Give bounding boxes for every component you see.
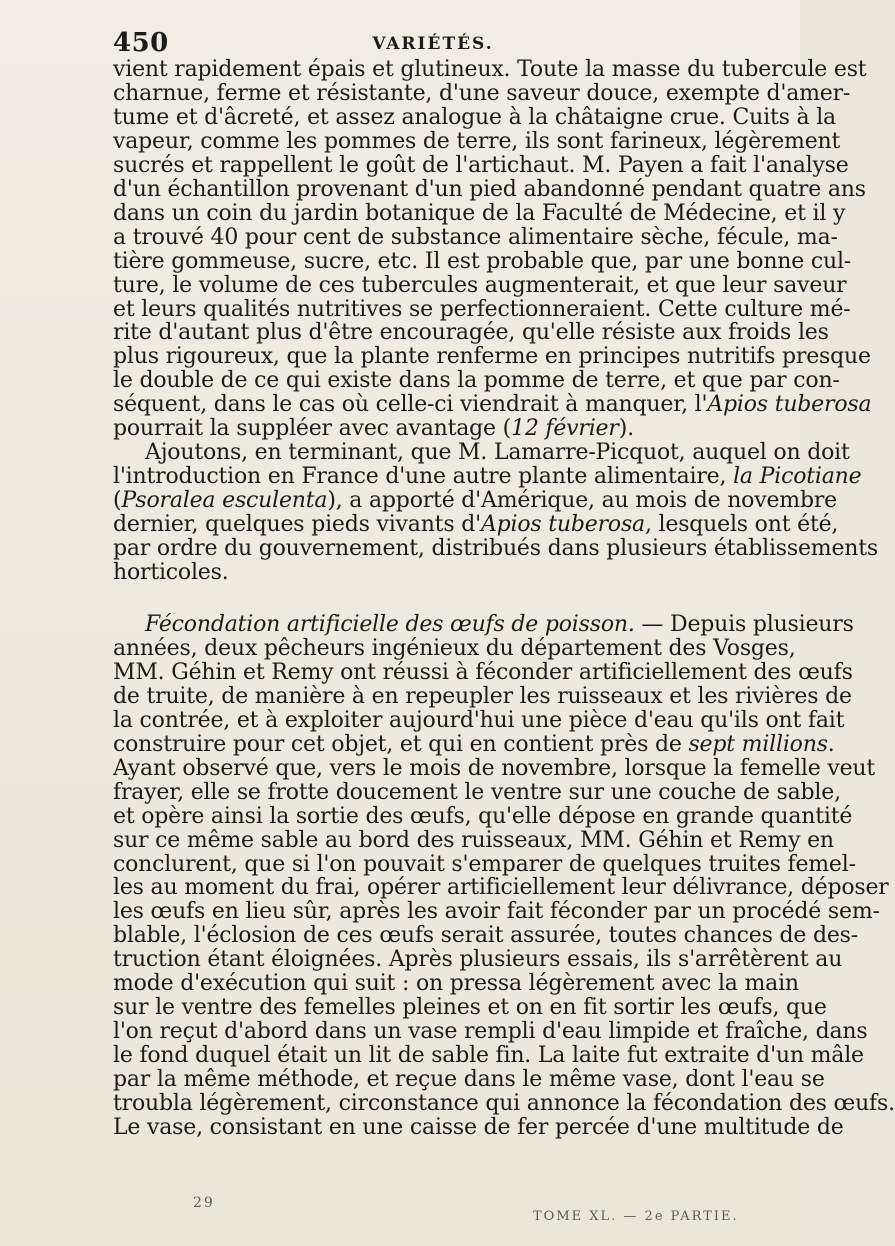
text-line: (Psoralea esculenta), a apporté d'Amérique, au mois de novembre [113, 488, 837, 514]
text-line: vapeur, comme les pommes de terre, ils sont farineux, légèrement [113, 128, 841, 154]
text-line: sur ce même sable au bord des ruisseaux, MM. Géhin et Remy en [113, 827, 834, 853]
text-line: le double de ce qui existe dans la pomme de terre, et que par con- [113, 368, 840, 394]
text-line: troubla légèrement, circonstance qui annonce la fécondation des œufs. [113, 1091, 895, 1117]
text-line: par la même méthode, et reçue dans le même vase, dont l'eau se [113, 1067, 825, 1093]
paragraph-gap [113, 585, 756, 613]
text-line: le fond duquel était un lit de sable fin. La laite fut extraite d'un mâle [113, 1043, 864, 1069]
text-line: vient rapidement épais et glutineux. Toute la masse du tubercule est [113, 57, 867, 82]
text-line: charnue, ferme et résistante, d'une saveur douce, exempte d'amer- [113, 80, 851, 106]
text-line: par ordre du gouvernement, distribués dans plusieurs établissements [113, 536, 878, 562]
text-line: frayer, elle se frotte doucement le ventre sur une couche de sable, [113, 779, 841, 805]
text-line: truction étant éloignées. Après plusieurs essais, ils s'arrêtèrent au [113, 947, 843, 973]
text-line: ture, le volume de ces tubercules augmenterait, et que leur saveur [113, 272, 847, 298]
text-line: les au moment du frai, opérer artificiellement leur délivrance, déposer [113, 875, 889, 901]
text-line: rite d'autant plus d'être encouragée, qu'elle résiste aux froids les [113, 320, 829, 346]
text-line: l'on reçut d'abord dans un vase rempli d'eau limpide et fraîche, dans [113, 1019, 868, 1045]
text-line: dernier, quelques pieds vivants d'Apios tuberosa, lesquels ont été, [113, 512, 839, 538]
text-line: Fécondation artificielle des œufs de poisson. — Depuis plusieurs [145, 611, 854, 637]
page-header [113, 28, 753, 58]
text-line: mode d'exécution qui suit : on pressa légèrement avec la main [113, 971, 799, 997]
text-line: plus rigoureux, que la plante renferme en principes nutritifs presque [113, 344, 871, 370]
text-line: a trouvé 40 pour cent de substance alimentaire sèche, fécule, ma- [113, 224, 838, 250]
text-line: sur le ventre des femelles pleines et on en fit sortir les œufs, que [113, 995, 827, 1021]
text-line: dans un coin du jardin botanique de la Faculté de Médecine, et il y [113, 200, 846, 226]
text-line: et leurs qualités nutritives se perfectionneraient. Cette culture mé- [113, 296, 851, 322]
text-line: tume et d'âcreté, et assez analogue à la châtaigne crue. Cuits à la [113, 104, 836, 130]
text-line: la contrée, et à exploiter aujourd'hui une pièce d'eau qu'ils ont fait [113, 707, 845, 733]
text-line: séquent, dans le cas où celle-ci viendrait à manquer, l'Apios tuberosa [113, 392, 872, 418]
text-line: Ayant observé que, vers le mois de novembre, lorsque la femelle veut [113, 755, 876, 781]
text-line: les œufs en lieu sûr, après les avoir fait féconder par un procédé sem- [113, 899, 880, 925]
running-title: VARIÉTÉS. [372, 34, 494, 54]
text-line: construire pour cet objet, et qui en contient près de sept millions. [113, 731, 835, 757]
text-line: l'introduction en France d'une autre plante alimentaire, la Picotiane [113, 464, 862, 490]
text-line: conclurent, que si l'on pouvait s'emparer de quelques truites femel- [113, 851, 856, 877]
volume-line: TOME XL. — 2e PARTIE. [533, 1209, 739, 1224]
text-line: MM. Géhin et Remy ont réussi à féconder artificiellement des œufs [113, 659, 853, 685]
text-line: tière gommeuse, sucre, etc. Il est probable que, par une bonne cul- [113, 248, 852, 274]
text-line: sucrés et rappellent le goût de l'artichaut. M. Payen a fait l'analyse [113, 152, 849, 178]
text-line: pourrait la suppléer avec avantage (12 février). [113, 416, 634, 442]
text-line: Le vase, consistant en une caisse de fer percée d'une multitude de [113, 1114, 844, 1140]
body-text [113, 57, 895, 1140]
text-line: horticoles. [113, 560, 229, 586]
text-line: et opère ainsi la sortie des œufs, qu'elle dépose en grande quantité [113, 803, 853, 829]
text-line: de truite, de manière à en repeupler les ruisseaux et les rivières de [113, 683, 852, 709]
page-number: 450 [113, 28, 169, 58]
text-line: Ajoutons, en terminant, que M. Lamarre-Picquot, auquel on doit [145, 440, 850, 466]
text-line: blable, l'éclosion de ces œufs serait assurée, toutes chances de des- [113, 923, 859, 949]
text-line: d'un échantillon provenant d'un pied abandonné pendant quatre ans [113, 176, 866, 202]
signature-mark: 29 [193, 1195, 215, 1211]
text-line: années, deux pêcheurs ingénieux du département des Vosges, [113, 635, 796, 661]
